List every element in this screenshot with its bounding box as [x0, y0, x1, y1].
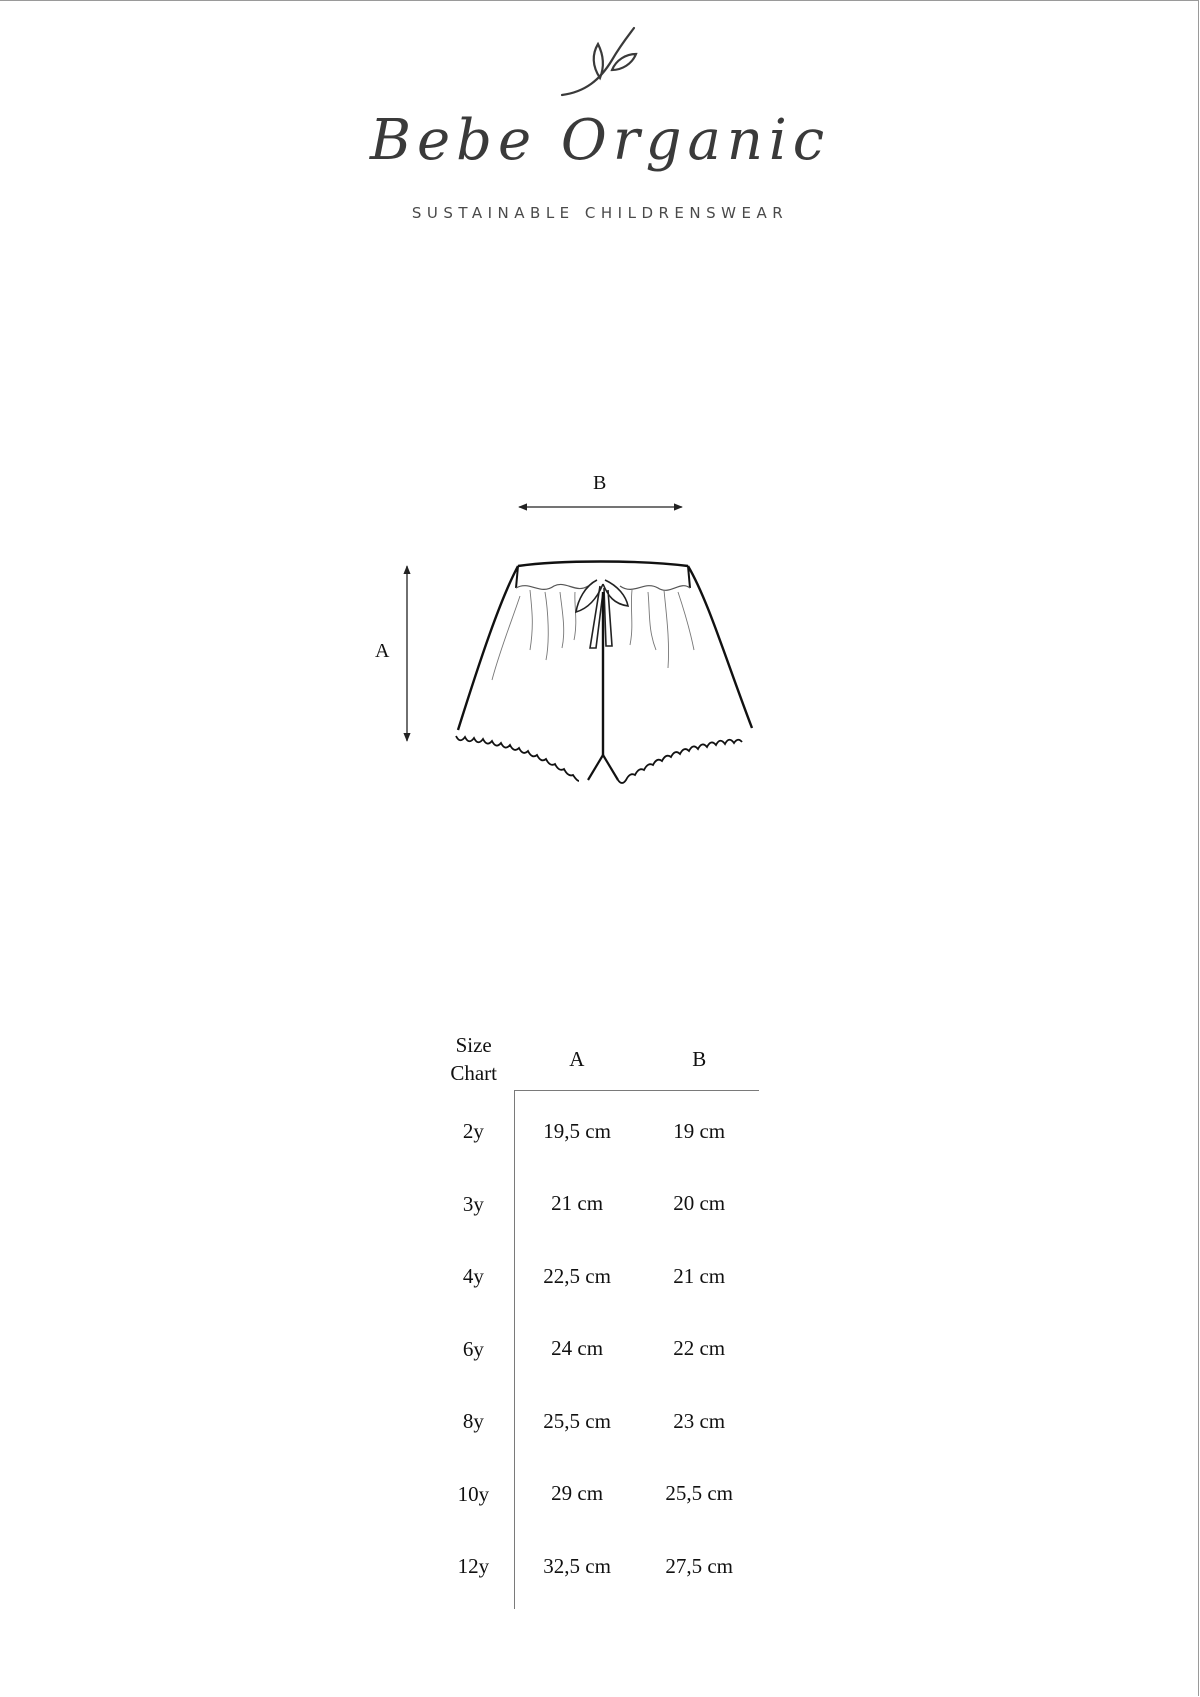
measure-a-cell: 24 cm — [514, 1313, 639, 1386]
leaf-sprig-icon — [0, 20, 1200, 120]
measure-b-cell: 22 cm — [673, 1336, 726, 1361]
column-header-a: A — [514, 1028, 639, 1091]
garment-diagram — [0, 460, 1200, 800]
size-cell: 3y — [462, 1191, 484, 1216]
table-row — [433, 1385, 759, 1458]
measure-a-cell: 19,5 cm — [514, 1091, 639, 1168]
table-row — [433, 1168, 759, 1241]
table-divider-tail — [514, 1565, 515, 1609]
table-row — [433, 1313, 759, 1386]
shorts-illustration — [0, 460, 1200, 800]
measure-b-cell: 25,5 cm — [665, 1481, 734, 1506]
size-cell: 8y — [462, 1409, 484, 1434]
dimension-b-label: B — [593, 472, 607, 494]
size-cell: 4y — [462, 1264, 484, 1289]
column-header-b: B — [639, 1028, 759, 1091]
table-row — [433, 1530, 759, 1603]
size-cell: 10y — [457, 1481, 490, 1506]
measure-a-cell: 29 cm — [514, 1458, 639, 1531]
measure-a-cell: 21 cm — [514, 1168, 639, 1241]
measure-b-cell: 23 cm — [673, 1408, 726, 1433]
corner-label-line1: Size — [455, 1033, 492, 1058]
measure-b-cell: 27,5 cm — [665, 1553, 734, 1578]
brand-tagline: SUSTAINABLE CHILDRENSWEAR — [411, 204, 789, 222]
measure-b-cell: 20 cm — [673, 1191, 726, 1216]
dimension-a-label: A — [375, 640, 390, 662]
measure-b-cell: 19 cm — [673, 1118, 726, 1143]
table-row — [433, 1091, 759, 1168]
table-row — [433, 1240, 759, 1313]
size-cell: 12y — [457, 1554, 490, 1579]
measure-a-cell: 32,5 cm — [514, 1530, 639, 1603]
size-chart-table — [433, 1028, 759, 1603]
corner-label-line2: Chart — [450, 1061, 497, 1086]
table-row — [433, 1458, 759, 1531]
size-chart-corner-label — [433, 1028, 514, 1091]
measure-a-cell: 25,5 cm — [514, 1385, 639, 1458]
measure-b-cell: 21 cm — [673, 1263, 726, 1288]
size-cell: 2y — [462, 1119, 484, 1143]
size-cell: 6y — [462, 1336, 484, 1361]
brand-name: Bebe Organic — [369, 108, 831, 173]
measure-a-cell: 22,5 cm — [514, 1240, 639, 1313]
table-header-row — [433, 1028, 759, 1091]
